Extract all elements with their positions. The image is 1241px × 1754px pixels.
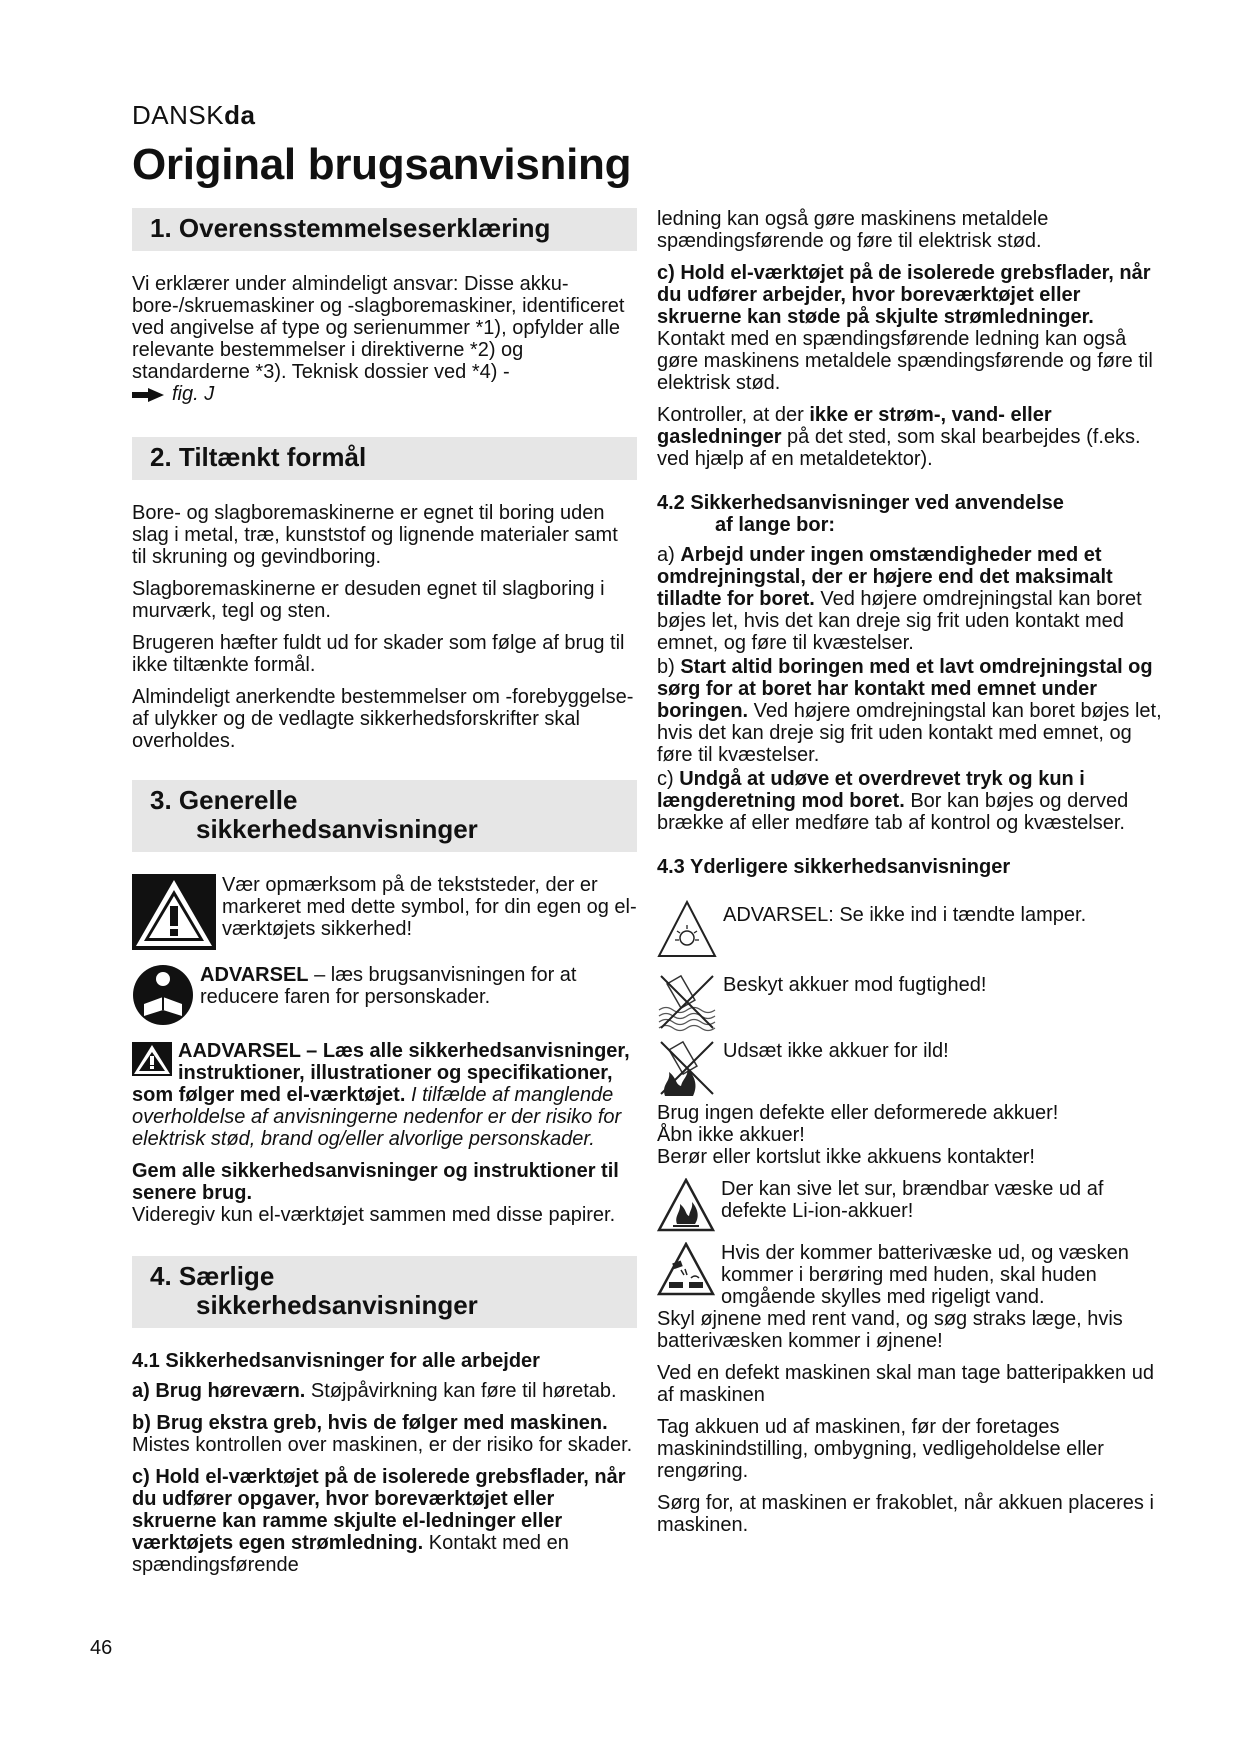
long-drill-a-prefix: a) (657, 544, 681, 566)
instruction-c-text: Kontakt med en spændingsførende (132, 1532, 569, 1576)
long-drill-a (657, 544, 1167, 654)
warning-symbol-note (132, 874, 637, 950)
eye-rinse-text: Skyl øjnene med rent vand, og søg straks læge, hvis batterivæsken kommer i øjnene! (657, 1308, 1123, 1352)
section-1-text (132, 273, 637, 405)
long-drill-b-text: Ved højere omdrejningstal kan boret bøjes let, hvis det kan dreje sig frit uden kontakt med emnet, og føre til kvæstelser. (657, 700, 1162, 766)
defective-line-2: Åbn ikke akkuer! (657, 1124, 805, 1146)
subsection-4-2-line2: af lange bor: (715, 514, 836, 536)
lamp-warning-text: ADVARSEL: Se ikke ind i tændte lamper. (723, 904, 1087, 926)
corrosive-warning-text: Hvis der kommer batterivæske ud, og væsken kommer i berøring med huden, skal huden omgående skylles med rigeligt vand. (721, 1242, 1129, 1308)
defective-line-3: Berør eller kortslut ikke akkuens kontakter! (657, 1146, 1035, 1168)
section-3-heading-line1: 3. Generelle (150, 785, 298, 815)
lamp-warning-icon (657, 900, 717, 958)
moisture-warning-text: Beskyt akkuer mod fugtighed! (723, 974, 987, 996)
keep-instructions-text: Videregiv kun el-værktøjet sammen med disse papirer. (132, 1204, 616, 1226)
long-drill-b (657, 656, 1167, 766)
continued-text: ledning kan også gøre maskinens metaldele spændingsførende og føre til elektrisk stød. (657, 208, 1049, 252)
corrosive-icon (657, 1242, 715, 1296)
purpose-text-1: Bore- og slagboremaskinerne er egnet til boring uden slag i metal, træ, kunststof og lignende materialer samt til skruning og gevindboring. (132, 502, 618, 568)
instruction-c2-text: Kontakt med en spændingsførende ledning kan også gøre maskinens metaldele spændingsførende og føre til elektrisk stød. (657, 328, 1153, 394)
long-drill-c-prefix: c) (657, 768, 680, 790)
section-1-heading: 1. Overensstemmelseserklæring (132, 208, 637, 251)
long-drill-a-bold: Arbejd under ingen omstændigheder med et omdrejningstal, der er højere end det maksimalt tilladte for boret. (657, 544, 1113, 610)
page-title: Original brugsanvisning (132, 140, 632, 189)
aadvarsel-italic: I tilfælde af manglende overholdelse af anvisningerne nedenfor er der risiko for elektrisk stød, brand og/eller alvorlige personskader. (132, 1084, 622, 1150)
check-lines-pre: Kontroller, at der (657, 404, 810, 426)
warning-small-icon (132, 1042, 172, 1076)
aadvarsel-bold: AADVARSEL – Læs alle sikkerhedsanvisninger, instruktioner, illustrationer og specifikationer, som følger med el-værktøjet. (132, 1040, 630, 1106)
moisture-warning (657, 972, 1167, 1032)
instruction-c (132, 1466, 637, 1576)
long-drill-b-prefix: b) (657, 656, 681, 678)
check-lines (657, 404, 1167, 470)
conformity-text: Vi erklærer under almindeligt ansvar: Disse akku-bore-/skruemaskiner og -slagboremaskiner, identificeret ved angivelse af type og serienummer *1), opfylder alle relevante bestemmelser i direktiverne *2) og standarderne *3). Teknisk dossier ved *4) - (132, 273, 625, 383)
instruction-b-bold: b) Brug ekstra greb, hvis de følger med maskinen. (132, 1412, 608, 1434)
instruction-c2 (657, 262, 1167, 394)
subsection-4-2 (657, 492, 1167, 536)
instruction-a (132, 1380, 637, 1402)
long-drill-b-bold: Start altid boringen med et lavt omdrejningstal og sørg for at boret har kontakt med emnet under boringen. (657, 656, 1153, 722)
keep-instructions-bold: Gem alle sikkerhedsanvisninger og instruktioner til senere brug. (132, 1160, 619, 1204)
arrow-right-icon (132, 388, 164, 402)
instruction-a-bold: a) Brug høreværn. (132, 1380, 306, 1402)
warning-triangle-icon (132, 874, 216, 950)
corrosive-warning (657, 1242, 1167, 1308)
section-2-heading: 2. Tiltænkt formål (132, 437, 637, 480)
instruction-a-text: Støjpåvirkning kan føre til høretab. (305, 1380, 617, 1402)
instruction-b-text: Mistes kontrollen over maskinen, er der risiko for skader. (132, 1434, 633, 1456)
instruction-c-bold: c) Hold el-værktøjet på de isolerede grebsflader, når du udfører opgaver, hvor boreværktøjet eller skruerne kan ramme skjulte el-ledninger eller værktøjets egen strømledning. (132, 1466, 626, 1554)
language-name: DANSK (132, 100, 225, 130)
subsection-4-1: 4.1 Sikkerhedsanvisninger for alle arbejder (132, 1350, 540, 1372)
page-number: 46 (90, 1637, 113, 1659)
long-drill-c (657, 768, 1167, 834)
right-column (657, 208, 1167, 1546)
left-column (132, 208, 637, 1586)
flammable-warning (657, 1178, 1167, 1232)
read-manual-text (200, 964, 637, 1008)
warning-symbol-text: Vær opmærksom på de tekststeder, der er markeret med dette symbol, for din egen og el-værktøjets sikkerhed! (222, 874, 637, 940)
purpose-text-4: Almindeligt anerkendte bestemmelser om -forebyggelse- af ulykker og de vedlagte sikkerhedsforskrifter skal overholdes. (132, 686, 634, 752)
section-3-heading-line2: sikkerhedsanvisninger (196, 814, 478, 844)
check-lines-bold: ikke er strøm-, vand- eller gasledninger (657, 404, 1052, 448)
purpose-text-3: Brugeren hæfter fuldt ud for skader som følge af brug til ikke tiltænkte formål. (132, 632, 625, 676)
no-moisture-icon (657, 972, 717, 1032)
section-3-heading (132, 780, 637, 852)
figure-reference: fig. J (172, 383, 215, 405)
subsection-4-3: 4.3 Yderligere sikkerhedsanvisninger (657, 856, 1011, 878)
remove-battery-text: Tag akkuen ud af maskinen, før der foretages maskinindstilling, ombygning, vedligeholdelse eller rengøring. (657, 1416, 1104, 1482)
read-manual-icon (132, 964, 194, 1026)
section-4-heading-line2: sikkerhedsanvisninger (196, 1290, 478, 1320)
long-drill-c-bold: Undgå at udøve et overdrevet tryk og kun i længderetning mod boret. (657, 768, 1085, 812)
defective-line-1: Brug ingen defekte eller deformerede akkuer! (657, 1102, 1059, 1124)
switch-off-text: Sørg for, at maskinen er frakoblet, når akkuen placeres i maskinen. (657, 1492, 1154, 1536)
defect-machine-text: Ved en defekt maskinen skal man tage batteripakken ud af maskinen (657, 1362, 1154, 1406)
fire-warning-text: Udsæt ikke akkuer for ild! (723, 1040, 949, 1062)
lamp-warning (657, 900, 1167, 958)
instruction-b (132, 1412, 637, 1456)
fire-warning (657, 1038, 1167, 1098)
long-drill-a-text: Ved højere omdrejningstal kan boret bøjes let, hvis det kan dreje sig frit uden kontakt med emnet, og føre til kvæstelser. (657, 588, 1142, 654)
purpose-text-2: Slagboremaskinerne er desuden egnet til slagboring i murværk, tegl og sten. (132, 578, 605, 622)
section-4-heading (132, 1256, 637, 1328)
instruction-c2-bold: c) Hold el-værktøjet på de isolerede grebsflader, når du udfører arbejder, hvor boreværktøjet eller skruerne kan støde på skjulte strømledninger. (657, 262, 1151, 328)
defective-battery-note (657, 1102, 1167, 1168)
no-fire-icon (657, 1038, 717, 1098)
check-lines-post: på det sted, som skal bearbejdes (f.eks. ved hjælp af en metaldetektor). (657, 426, 1141, 470)
keep-instructions (132, 1160, 637, 1226)
subsection-4-2-line1: 4.2 Sikkerhedsanvisninger ved anvendelse (657, 492, 1064, 514)
section-4-heading-line1: 4. Særlige (150, 1261, 275, 1291)
advarsel-text: – læs brugsanvisningen for at reducere faren for personskader. (200, 964, 577, 1008)
advarsel-label: ADVARSEL (200, 964, 309, 986)
flammable-warning-text: Der kan sive let sur, brændbar væske ud af defekte Li-ion-akkuer! (721, 1178, 1104, 1222)
language-label (132, 100, 255, 131)
read-manual-note (132, 964, 637, 1026)
language-code: da (224, 100, 256, 130)
flammable-icon (657, 1178, 715, 1232)
aadvarsel-paragraph (132, 1040, 637, 1150)
long-drill-c-text: Bor kan bøjes og derved brække af eller medføre tab af kontrol og kvæstelser. (657, 790, 1129, 834)
